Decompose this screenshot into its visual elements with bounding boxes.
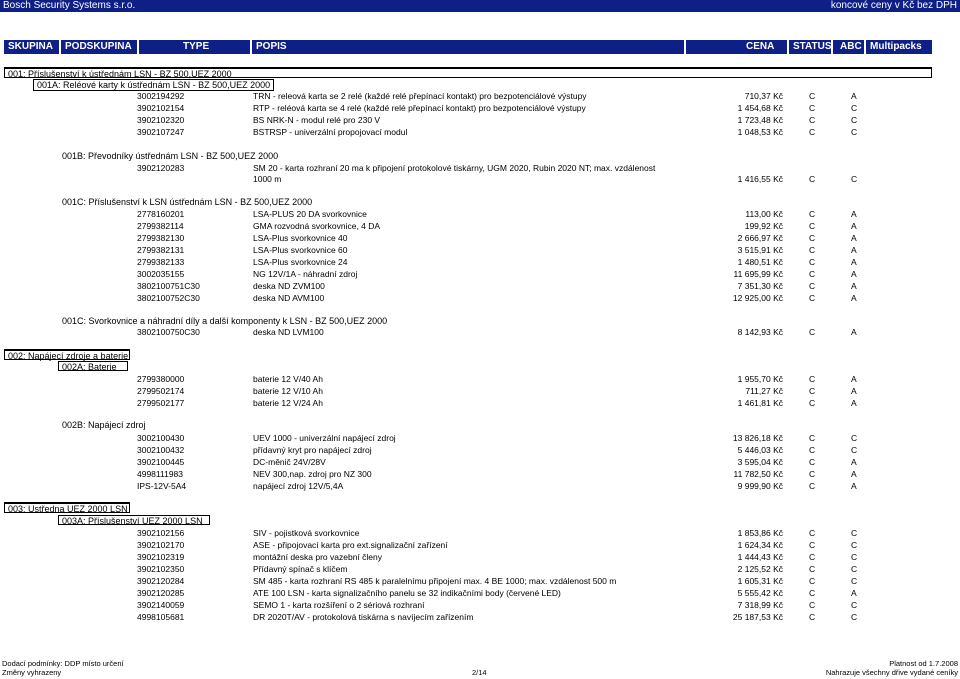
product-code: 3902102320 <box>137 115 185 125</box>
product-abc: C <box>851 127 858 137</box>
product-abc: C <box>851 540 858 550</box>
product-description: LSA-Plus svorkovnice 60 <box>253 245 348 255</box>
product-description: Přídavný spínač s klíčem <box>253 564 348 574</box>
column-header-skupina: SKUPINA <box>4 40 61 54</box>
product-status: C <box>809 293 816 303</box>
product-description: RTP - reléová karta se 4 relé (každé relé přepínací kontakt) pro bezpotenciálové výstupy <box>253 103 586 113</box>
product-code: 2799502177 <box>137 398 185 408</box>
product-abc: C <box>851 552 858 562</box>
table-row <box>0 127 960 137</box>
product-code: 3902102156 <box>137 528 185 538</box>
product-description: SIV - pojistková svorkovnice <box>253 528 360 538</box>
product-description: baterie 12 V/10 Ah <box>253 386 323 396</box>
table-row <box>0 433 960 443</box>
table-row <box>0 576 960 586</box>
footer-changes: Změny vyhrazeny <box>2 668 62 677</box>
product-abc: A <box>851 245 857 255</box>
product-code: 3802100750C30 <box>137 327 200 337</box>
product-price: 1 853,86 Kč <box>737 528 783 538</box>
product-description: DR 2020T/AV - protokolová tiskárna s navíjecím zařízením <box>253 612 474 622</box>
product-description: SM 485 - karta rozhraní RS 485 k paralelnímu připojení max. 4 BE 1000; max. vzdálenost 500 m <box>253 576 617 586</box>
footer-page-number: 2/14 <box>472 668 487 677</box>
company-name: Bosch Security Systems s.r.o. <box>3 0 136 11</box>
table-row <box>0 281 960 291</box>
product-price: 5 555,42 Kč <box>737 588 783 598</box>
product-status: C <box>809 528 816 538</box>
product-code: 3802100751C30 <box>137 281 200 291</box>
product-code: 3902120284 <box>137 576 185 586</box>
product-code: 2799382130 <box>137 233 185 243</box>
group-header-002: 002: Napájecí zdroje a baterie <box>4 349 130 360</box>
product-code: 2799382131 <box>137 245 185 255</box>
product-price: 25 187,53 Kč <box>732 612 783 622</box>
product-price: 1 048,53 Kč <box>737 127 783 137</box>
product-code: 2778160201 <box>137 209 185 219</box>
product-description: přídavný kryt pro napájecí zdroj <box>253 445 372 455</box>
product-price: 1 955,70 Kč <box>737 374 783 384</box>
table-row <box>0 163 960 173</box>
product-description: BS NRK-N - modul relé pro 230 V <box>253 115 381 125</box>
table-header <box>4 40 932 54</box>
product-code: 3902140059 <box>137 600 185 610</box>
product-abc: A <box>851 209 857 219</box>
product-code: 3002035155 <box>137 269 185 279</box>
product-abc: A <box>851 233 857 243</box>
product-abc: C <box>851 612 858 622</box>
product-abc: C <box>851 576 858 586</box>
product-description: BSTRSP - univerzální propojovací modul <box>253 127 408 137</box>
product-status: C <box>809 209 816 219</box>
product-status: C <box>809 174 816 184</box>
product-abc: A <box>851 281 857 291</box>
product-status: C <box>809 281 816 291</box>
product-price: 7 351,30 Kč <box>737 281 783 291</box>
product-price: 1 416,55 Kč <box>737 174 783 184</box>
product-abc: A <box>851 91 857 101</box>
table-row <box>0 588 960 598</box>
product-abc: A <box>851 269 857 279</box>
product-price: 199,92 Kč <box>744 221 783 231</box>
subgroup-header-002b: 002B: Napájecí zdroj <box>62 420 146 430</box>
product-price: 1 454,68 Kč <box>737 103 783 113</box>
product-code: 2799502174 <box>137 386 185 396</box>
product-code: 3802100752C30 <box>137 293 200 303</box>
product-status: C <box>809 445 816 455</box>
product-status: C <box>809 327 816 337</box>
product-status: C <box>809 540 816 550</box>
product-description: montážní deska pro vazební členy <box>253 552 382 562</box>
product-code: 3902102170 <box>137 540 185 550</box>
product-code: 3902102154 <box>137 103 185 113</box>
table-row <box>0 528 960 538</box>
subgroup-header-002a: 002A: Baterie <box>58 361 128 371</box>
product-price: 9 999,90 Kč <box>737 481 783 491</box>
table-row <box>0 386 960 396</box>
product-price: 710,37 Kč <box>744 91 783 101</box>
table-row <box>0 374 960 384</box>
product-abc: A <box>851 386 857 396</box>
product-abc: A <box>851 327 857 337</box>
group-header-003: 003: Ustředna UEZ 2000 LSN <box>4 502 130 513</box>
product-status: C <box>809 257 816 267</box>
product-abc: A <box>851 221 857 231</box>
product-description: NEV 300,nap. zdroj pro NZ 300 <box>253 469 372 479</box>
product-abc: A <box>851 457 857 467</box>
table-row <box>0 269 960 279</box>
product-status: C <box>809 457 816 467</box>
product-status: C <box>809 91 816 101</box>
subgroup-header-001c-svorkovnice: 001C: Svorkovnice a náhradní díly a další komponenty k LSN - BZ 500,UEZ 2000 <box>62 316 388 326</box>
product-price: 3 515,91 Kč <box>737 245 783 255</box>
table-row <box>0 174 960 184</box>
column-header-status: STATUS <box>789 40 833 54</box>
product-description: LSA-PLUS 20 DA svorkovnice <box>253 209 367 219</box>
product-status: C <box>809 233 816 243</box>
product-description: LSA-Plus svorkovnice 24 <box>253 257 348 267</box>
table-row <box>0 600 960 610</box>
product-price: 1 461,81 Kč <box>737 398 783 408</box>
product-status: C <box>809 564 816 574</box>
subgroup-header-003a: 003A: Příslušenství UEZ 2000 LSN <box>58 515 210 525</box>
column-header-multipacks: Multipacks <box>866 40 932 54</box>
subgroup-header-001b: 001B: Převodníky ústřednám LSN - BZ 500,UEZ 2000 <box>62 151 279 161</box>
product-abc: C <box>851 528 858 538</box>
product-status: C <box>809 127 816 137</box>
product-status: C <box>809 245 816 255</box>
product-code: 2799380000 <box>137 374 185 384</box>
product-description: deska ND ZVM100 <box>253 281 325 291</box>
table-row <box>0 540 960 550</box>
table-row <box>0 481 960 491</box>
product-abc: A <box>851 588 857 598</box>
footer-replaces: Nahrazuje všechny dřive vydané ceníky <box>825 668 958 677</box>
product-description: NG 12V/1A - náhradní zdroj <box>253 269 358 279</box>
product-description: napájecí zdroj 12V/5,4A <box>253 481 344 491</box>
product-code: 3002100430 <box>137 433 185 443</box>
product-abc: A <box>851 481 857 491</box>
product-price: 2 666,97 Kč <box>737 233 783 243</box>
product-code: 2799382114 <box>137 221 184 231</box>
group-header-001: 001: Příslušenství k ústřednám LSN - BZ 500,UEZ 2000 <box>4 67 932 78</box>
footer-delivery-terms: Dodací podmínky: DDP místo určení <box>2 659 124 668</box>
product-description: SEMO 1 - karta rozšíření o 2 sériová rozhraní <box>253 600 425 610</box>
product-description: baterie 12 V/40 Ah <box>253 374 323 384</box>
column-header-podskupina: PODSKUPINA <box>61 40 139 54</box>
product-status: C <box>809 600 816 610</box>
product-status: C <box>809 386 816 396</box>
product-price: 1 624,34 Kč <box>737 540 783 550</box>
table-row <box>0 327 960 337</box>
table-row <box>0 115 960 125</box>
product-abc: A <box>851 257 857 267</box>
table-row <box>0 245 960 255</box>
product-status: C <box>809 588 816 598</box>
product-price: 8 142,93 Kč <box>737 327 783 337</box>
product-status: C <box>809 612 816 622</box>
table-row <box>0 552 960 562</box>
product-description: TRN - releová karta se 2 relé (každé relé přepínací kontakt) pro bezpotenciálové výstupy <box>253 91 587 101</box>
product-code: 3902102319 <box>137 552 185 562</box>
product-status: C <box>809 115 816 125</box>
product-description: deska ND LVM100 <box>253 327 324 337</box>
subgroup-header-001c: 001C: Příslušenství k LSN ústřednám LSN - BZ 500,UEZ 2000 <box>62 197 313 207</box>
footer-valid-from: Platnost od 1.7.2008 <box>889 659 958 668</box>
product-code: 3902120283 <box>137 163 185 173</box>
product-description: LSA-Plus svorkovnice 40 <box>253 233 348 243</box>
product-code: 4998111983 <box>137 469 184 479</box>
product-description: baterie 12 V/24 Ah <box>253 398 323 408</box>
column-header-popis: POPIS <box>252 40 686 54</box>
table-row <box>0 612 960 622</box>
product-abc: C <box>851 115 858 125</box>
product-abc: C <box>851 433 858 443</box>
table-row <box>0 457 960 467</box>
product-code: 3902100445 <box>137 457 185 467</box>
table-row <box>0 469 960 479</box>
product-price: 11 782,50 Kč <box>733 469 783 479</box>
table-row <box>0 257 960 267</box>
product-code: 3902102350 <box>137 564 185 574</box>
product-price: 1 480,51 Kč <box>737 257 783 267</box>
product-abc: C <box>851 445 858 455</box>
table-row <box>0 103 960 113</box>
product-status: C <box>809 576 816 586</box>
table-row <box>0 91 960 101</box>
table-row <box>0 445 960 455</box>
product-price: 113,00 Kč <box>745 209 783 219</box>
product-code: 3002194292 <box>137 91 185 101</box>
product-abc: C <box>851 174 858 184</box>
product-description: ASE - připojovací karta pro ext.signalizační zařízení <box>253 540 448 550</box>
product-description: UEV 1000 - univerzální napájecí zdroj <box>253 433 396 443</box>
product-status: C <box>809 221 816 231</box>
product-code: 3902107247 <box>137 127 185 137</box>
product-description: deska ND AVM100 <box>253 293 325 303</box>
table-row <box>0 293 960 303</box>
product-price: 2 125,52 Kč <box>737 564 783 574</box>
product-status: C <box>809 398 816 408</box>
product-status: C <box>809 269 816 279</box>
product-status: C <box>809 552 816 562</box>
product-price: 1 605,31 Kč <box>737 576 783 586</box>
column-header-type: TYPE <box>139 40 252 54</box>
product-code: 3902120285 <box>137 588 185 598</box>
subgroup-header-001a: 001A: Reléové karty k ústřednám LSN - BZ 500,UEZ 2000 <box>33 79 274 91</box>
table-row <box>0 209 960 219</box>
product-abc: A <box>851 469 857 479</box>
product-price: 3 595,04 Kč <box>737 457 783 467</box>
product-abc: A <box>851 293 857 303</box>
product-price: 11 695,99 Kč <box>733 269 783 279</box>
product-price: 1 444,43 Kč <box>737 552 783 562</box>
product-abc: C <box>851 564 858 574</box>
product-price: 13 826,18 Kč <box>732 433 783 443</box>
product-status: C <box>809 103 816 113</box>
product-status: C <box>809 481 816 491</box>
top-bar <box>0 0 960 12</box>
document-title: koncové ceny v Kč bez DPH <box>830 0 957 11</box>
product-description: SM 20 - karta rozhraní 20 ma k připojení protokolové tiskárny, UGM 2020, Rubin 2020 NT; max. vzdálenost <box>253 163 656 173</box>
product-abc: A <box>851 398 857 408</box>
product-price: 1 723,48 Kč <box>737 115 783 125</box>
product-description: ATE 100 LSN - karta signalizačního panelu se 32 indikačními body (červené LED) <box>253 588 561 598</box>
product-status: C <box>809 469 816 479</box>
table-row <box>0 398 960 408</box>
product-price: 5 446,03 Kč <box>737 445 783 455</box>
table-row <box>0 233 960 243</box>
product-abc: C <box>851 600 858 610</box>
product-abc: C <box>851 103 858 113</box>
product-code: 3002100432 <box>137 445 185 455</box>
product-description: DC-měnič 24V/28V <box>253 457 326 467</box>
product-description: 1000 m <box>253 174 282 184</box>
product-abc: A <box>851 374 857 384</box>
product-code: 2799382133 <box>137 257 185 267</box>
table-row <box>0 564 960 574</box>
table-row <box>0 221 960 231</box>
product-description: GMA rozvodná svorkovnice, 4 DA <box>253 221 381 231</box>
product-code: IPS-12V-5A4 <box>137 481 187 491</box>
product-code: 4998105681 <box>137 612 185 622</box>
product-status: C <box>809 433 816 443</box>
product-price: 711,27 Kč <box>745 386 783 396</box>
column-header-cena: CENA <box>686 40 789 54</box>
product-status: C <box>809 374 816 384</box>
column-header-abc: ABC <box>833 40 866 54</box>
product-price: 12 925,00 Kč <box>732 293 783 303</box>
product-price: 7 318,99 Kč <box>737 600 783 610</box>
